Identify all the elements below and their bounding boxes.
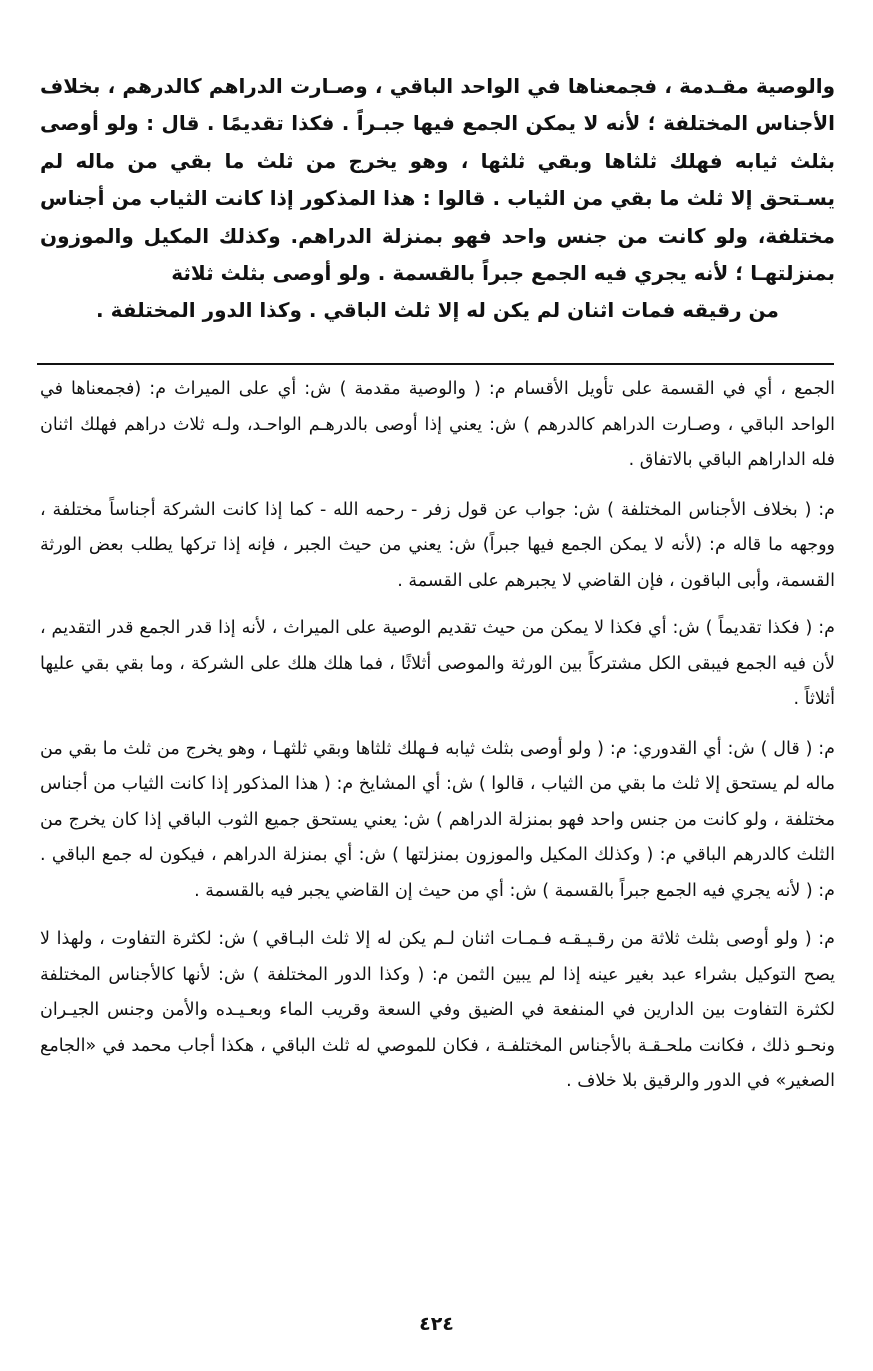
main-text-body: والوصية مقـدمة ، فجمعناها في الواحد الباقي ، وصـارت الدراهم كالدرهم ، بخلاف الأجناس المختلفة ؛ لأنه لا يمكن الجمع فيها جبـراً . فكذا تقديمًا . قال : ولو أوصى بثلث ثيابه فهلك ثلثاها وبقي ثلثها ، وهو يخرج من ثلث ما بقي من ماله لم يسـتحق إلا ثلث ما بقي من الثياب . قالوا : هذا المذكور إذا كانت الثياب من أجناس مختلفة، ولو كانت من جنس واحد فهو بمنزلة الدراهم. وكذلك المكيل والموزون بمنزلتهـا ؛ لأنه يجري فيه الجمع جبراً بالقسمة . ولو أوصى بثلث ثلاثة: [40, 74, 835, 286]
commentary-paragraph: الجمع ، أي في القسمة على تأويل الأقسام م: ( والوصية مقدمة ) ش: أي على الميراث م: (فجمعناها في الواحد الباقي ، وصـارت الدراهم كالدرهم ) ش: يعني إذا أوصى بالدرهـم الواحـد، ولـه ثلاث دراهم فهلك اثنان فله الداراهم الباقي بالاتفاق .: [40, 379, 835, 470]
page-number: ٤٢٤: [419, 1313, 454, 1335]
commentary-paragraph: م: ( قال ) ش: أي القدوري: م: ( ولو أوصى بثلث ثيابه فـهلك ثلثاها وبقي ثلثهـا ، وهو يخرج من ثلث ما بقي من ماله لم يستحق إلا ثلث ما بقي من الثياب ، قالوا ) ش: أي المشايخ م: ( هذا المذكور إذا كانت الثياب من أجناس مختلفة ، ولو كانت من جنس واحد فهو بمنزلة الدراهم ) ش: يعني يستحق جميع الثوب الباقي إذا كان يخرج من الثلث كالدرهم الباقي م: ( وكذلك المكيل والموزون بمنزلتها ) ش: أي بمنزلة الدراهم ، فيكون له جمع الباقي . م: ( لأنه يجري فيه الجمع جبراً بالقسمة ) ش: أي من حيث إن القاضي يجبر فيه بالقسمة .: [40, 738, 835, 901]
commentary-section: [40, 372, 835, 1114]
commentary-paragraph: م: ( بخلاف الأجناس المختلفة ) ش: جواب عن قول زفر - رحمه الله - كما إذا كانت الشركة أجناساً مختلفة ، ووجهه ما قاله م: (لأنه لا يمكن الجمع فيها جبراً) ش: يعني من حيث الجبر ، فإنه إذا تركها يطلب بعض الورثة القسمة، وأبى الباقون ، فإن القاضي لا يجبرهم على القسمة .: [40, 499, 835, 591]
commentary-paragraph: م: ( فكذا تقديماً ) ش: أي فكذا لا يمكن من حيث تقديم الوصية على الميراث ، لأنه إذا قدر الجمع قدر التقديم ، لأن فيه الجمع فيبقى الكل مشتركاً بين الورثة والموصى أثلاثًا ، فما هلك هلك على الشركة ، وما بقي بقي عليها أثلاثاً .: [40, 618, 835, 709]
commentary-paragraph: م: ( ولو أوصى بثلث ثلاثة من رقـيـقـه فـمـات اثنان لـم يكن له إلا ثلث البـاقي ) ش: لكثرة التفاوت ، ولهذا لا يصح التوكيل بشراء عبد بغير عينه إذا لم يبين الثمن م: ( وكذا الدور المختلفة ) ش: لأنها كالأجناس المختلفة لكثرة التفاوت بين الدارين في المنفعة في الضيق وفي السعة وقريب الماء وبعـيـده والأمن وجنس الجيـران ونحـو ذلك ، فكانت ملحـقـة بالأجناس المختلفـة ، فكان للموصي له ثلث الباقي ، هكذا أجاب محمد في «الجامع الصغير» في الدور والرقيق بلا خلاف .: [40, 929, 835, 1091]
footnote-divider: [37, 363, 834, 365]
main-text-last-line: من رقيقه فمات اثنان لم يكن له إلا ثلث الباقي . وكذا الدور المختلفة .: [96, 298, 779, 322]
